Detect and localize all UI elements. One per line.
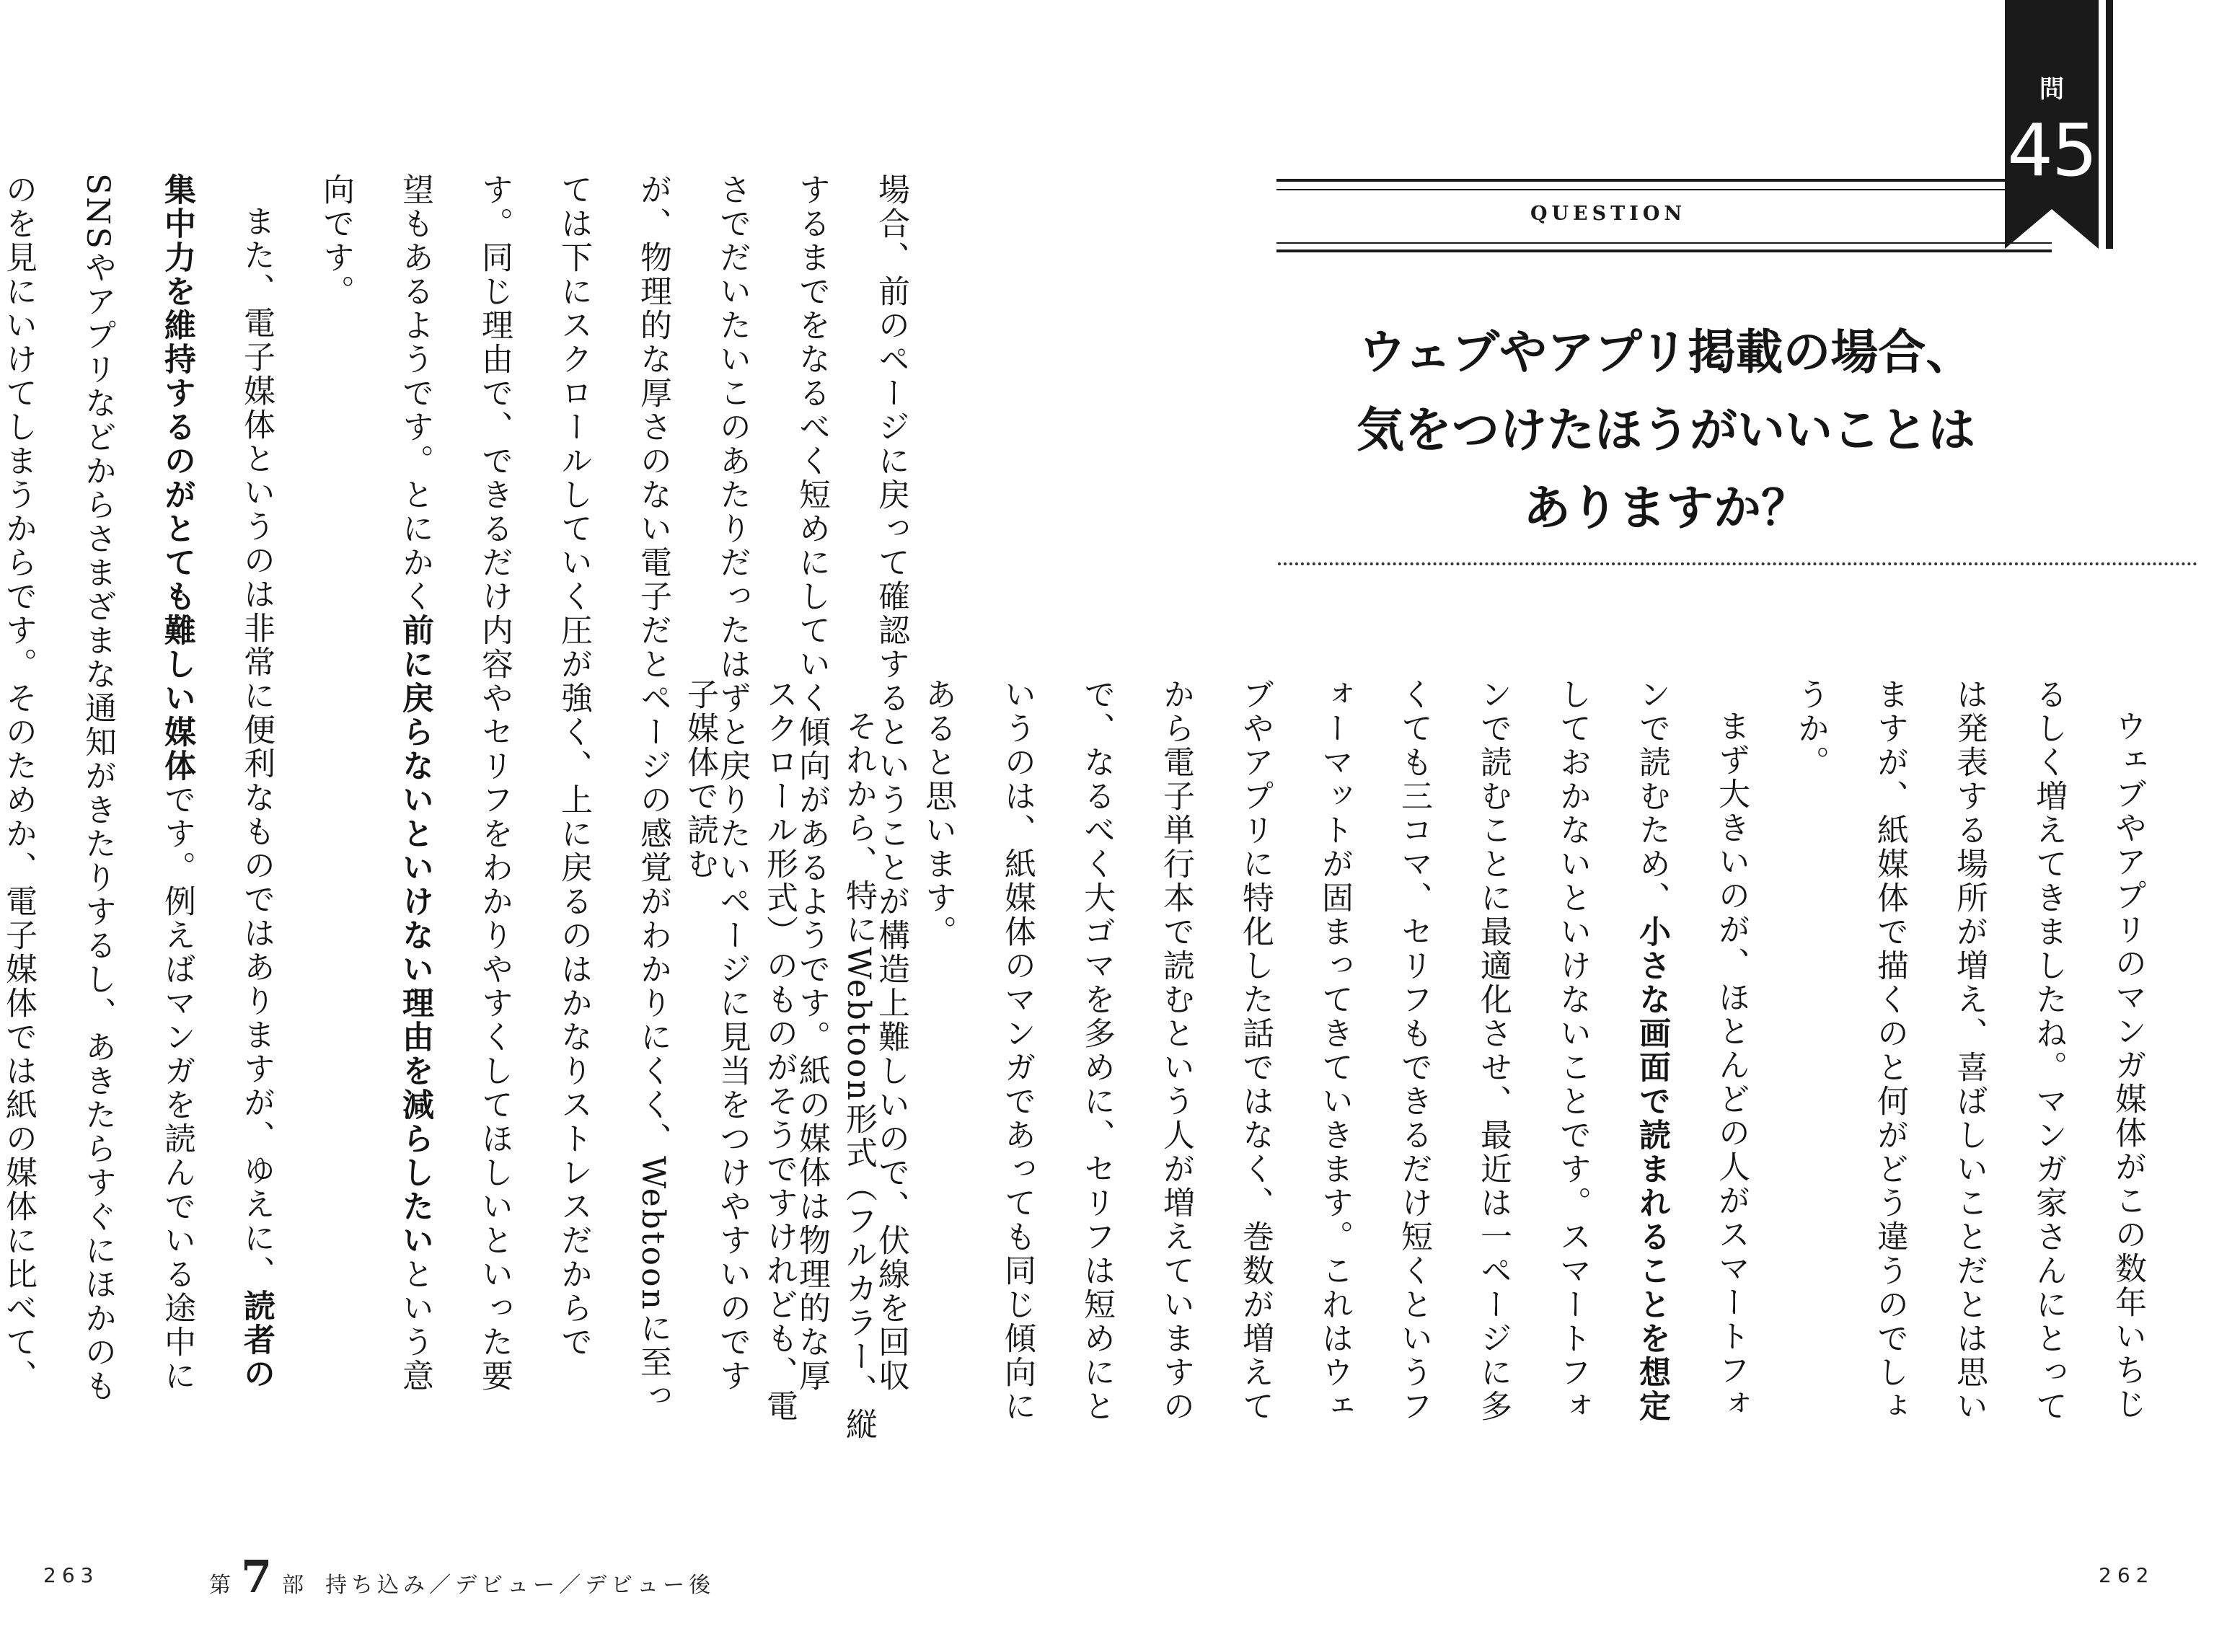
question-number: 45 [2007, 108, 2096, 193]
header-rule-bottom [1276, 249, 2052, 252]
text-run: という意向です。 [317, 173, 433, 1393]
question-title-line: ウェブやアプリ掲載の場合、 [1358, 324, 1974, 380]
running-head-title: 持ち込み／デビュー／デビュー後 [325, 1573, 715, 1598]
text-run: しておかないといけないことです。スマートフォンで読むことに最適化させ、最近は一ページに多くても三コマ、セリフもできるだけ短くというフォーマットが固まってきていきます。これはウェブやアプリに特化した話ではなく、巻数が増えてから電子単行本で読むという人が増えていますので、なるべく大ゴマを多めに、セリフは短めにというのは、紙媒体のマンガであっても同じ傾向にあると思います。 [919, 678, 1591, 1423]
running-head [209, 1550, 715, 1603]
badge-label: 問 [2039, 75, 2064, 104]
question-label: QUESTION [1525, 203, 1691, 225]
text-run: それから、特にWebtoon形式（フルカラー、縦スクロール形式）のものがそうですけれども、電子媒体で読む [682, 678, 877, 1441]
question-title-line: ありますか？ [1523, 480, 1809, 536]
running-head-bu: 部 [282, 1573, 304, 1598]
right-page [682, 0, 2214, 1652]
text-run: ウェブやアプリのマンガ媒体がこの数年いちじるしく増えてきましたね。マンガ家さんにとっては発表する場所が増え、喜ばしいことだとは思いますが、紙媒体で描くのと何がどう違うのでしょうか。 [1792, 678, 2146, 1423]
header-rule-top-thin [1276, 189, 2052, 190]
question-title-line: 気をつけたほうがいいことは [1357, 402, 1975, 458]
text-run: 場合、前のページに戻って確認するということが構造上難しいので、伏線を回収するまでをなるべく短めにしていく傾向があるようです。紙の媒体は物理的な厚さでだいたいこのあたりだったはずと戻りたいページに見当をつけやすいのですが、物理的な厚さのない電子だとページの感覚がわかりにくく、Webtoonに至っては下にスクロールしていく圧が強く、上に戻るのはかなりストレスだからです。同じ理由で、できるだけ内容やセリフをわかりやすくしてほしいといった要望もあるようです。とにかく [397, 173, 909, 1413]
header-rule-top [1276, 179, 2052, 182]
dotted-divider [1278, 562, 2197, 565]
paragraph [660, 678, 898, 1442]
paragraph [0, 173, 296, 1413]
page-number-right: 262 [2099, 1563, 2155, 1587]
question-title [1251, 314, 2081, 547]
running-head-part-number: 7 [241, 1550, 273, 1603]
question-badge [2005, 0, 2142, 249]
text-run: まず大きいのが、ほとんどの人がスマートフォンで読むため、 [1633, 678, 1750, 1421]
header-rule-bottom-thin [1276, 242, 2052, 244]
paragraph [1770, 678, 2167, 1442]
right-body-text [682, 678, 2167, 1442]
text-run: また、電子媒体というのは非常に便利なものではありますが、ゆえに、 [238, 205, 275, 1289]
bold-phrase: 前に戻らないといけない理由を減らしたい [397, 614, 433, 1258]
bold-phrase: 小さな画面で読まれることを想定 [1633, 915, 1670, 1423]
paragraph [898, 678, 1770, 1442]
text-run: です。例えばマンガを読んでいる途中にSNSやアプリなどからさまざまな通知がきたりするし、あきたらすぐにほかのものを見にいけてしまうからです。そのためか、電子媒体では紙の媒体に比べて、 [0, 173, 195, 1403]
bold-phrase: 読者の集中力を維持するのがとても難しい媒体 [159, 173, 275, 1391]
running-head-dai: 第 [209, 1573, 231, 1598]
page-number-left: 263 [43, 1563, 100, 1587]
